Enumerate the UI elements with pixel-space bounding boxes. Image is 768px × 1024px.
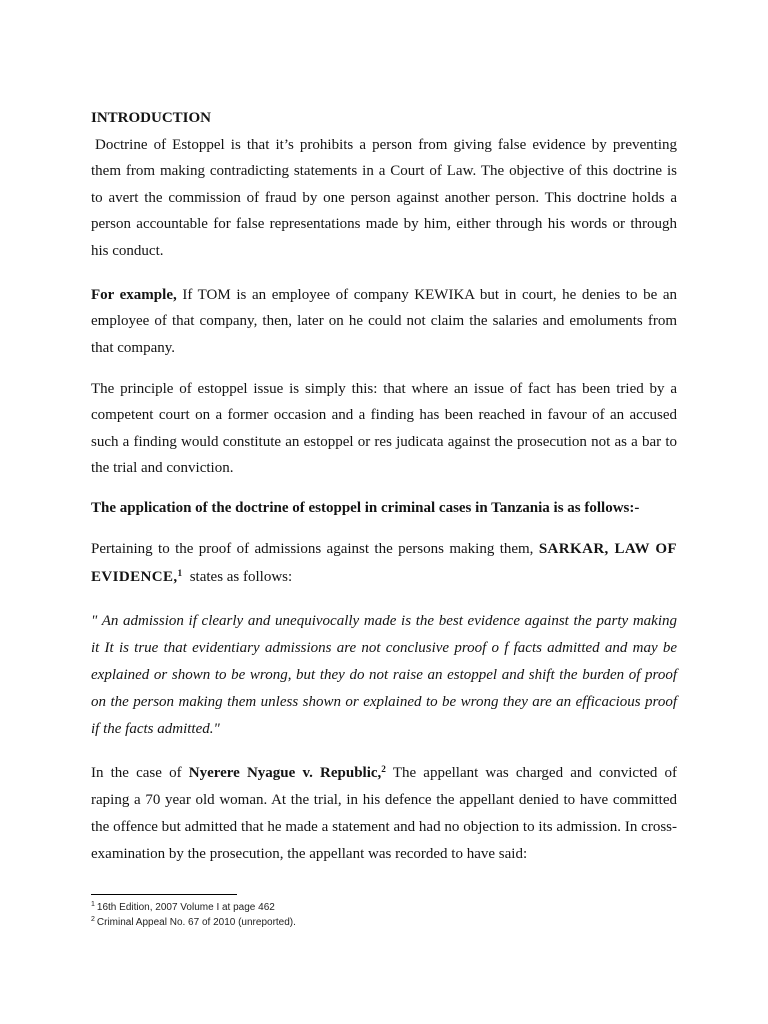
sarkar-intro-text: Pertaining to the proof of admissions against the persons making them, — [91, 541, 534, 557]
footnote-reference: 1 — [177, 569, 183, 580]
footnote — [91, 900, 677, 915]
quote-line: it It is true that evidentiary admissions are not conclusive proof o f facts admitted and may be — [91, 639, 677, 656]
paragraph-line — [91, 760, 677, 787]
footnote-text: Criminal Appeal No. 67 of 2010 (unreported). — [96, 916, 296, 928]
paragraph-line: his conduct. — [91, 242, 164, 259]
intro-paragraph — [91, 132, 677, 265]
footnote — [91, 915, 677, 930]
footnote-separator — [91, 894, 237, 895]
case-paragraph — [91, 760, 677, 868]
sarkar-title-part1: SARKAR, LAW OF — [538, 541, 677, 557]
paragraph-line: that company. — [91, 339, 176, 356]
paragraph-line: employee of that company, then, later on he could not claim the salaries and emoluments from — [91, 313, 677, 330]
paragraph-line: person accountable for false representations made by him, either through his words or through — [91, 216, 677, 233]
paragraph-line: to avert the commission of fraud by one person against another person. This doctrine holds a — [91, 189, 677, 206]
footnote-reference: 2 — [381, 764, 386, 775]
application-heading: The application of the doctrine of estoppel in criminal cases in Tanzania is as follows:- — [91, 499, 640, 516]
paragraph-line: the offence but admitted that he made a statement and had no objection to its admission. In cross- — [91, 818, 677, 835]
footnote-text: 16th Edition, 2007 Volume I at page 462 — [96, 901, 275, 913]
paragraph-line: the trial and conviction. — [91, 460, 234, 477]
section-heading-introduction: INTRODUCTION — [91, 110, 212, 126]
principle-paragraph — [91, 376, 677, 482]
sarkar-title-part2: EVIDENCE, — [91, 569, 178, 585]
paragraph-line: Doctrine of Estoppel is that it’s prohibits a person from giving false evidence by preventing — [95, 136, 677, 153]
footnote-number: 2 — [91, 916, 95, 924]
block-quote — [91, 608, 677, 743]
footnote-number: 1 — [91, 901, 95, 909]
quote-line: on the person making them unless shown or explained to be wrong they are an efficacious proof — [91, 693, 677, 710]
paragraph-line — [91, 282, 677, 309]
paragraph-line: The principle of estoppel issue is simply this: that where an issue of fact has been tried by a — [91, 380, 677, 397]
sarkar-trailing-text: states as follows: — [189, 569, 293, 585]
quote-line: " An admission if clearly and unequivocally made is the best evidence against the party making — [91, 612, 677, 629]
paragraph-line: such a finding would constitute an estoppel or res judicata against the prosecution not as a bar to — [91, 433, 677, 450]
paragraph-line: competent court on a former occasion and a finding has been reached in favour of an accused — [91, 407, 677, 424]
case-text: The appellant was charged and convicted of — [392, 764, 678, 781]
case-name: Nyerere Nyague v. Republic, — [188, 764, 382, 781]
example-lead: For example, — [91, 286, 177, 303]
paragraph-line: them from making contradicting statements in a Court of Law. The objective of this doctrine is — [91, 163, 677, 180]
example-paragraph — [91, 282, 677, 362]
case-intro-text: In the case of — [91, 764, 182, 781]
example-text: If TOM is an employee of company KEWIKA but in court, he denies to be an — [182, 286, 677, 303]
quote-line: explained or shown to be wrong, but they do not raise an estoppel and shift the burden of proof — [91, 666, 677, 683]
paragraph-line: raping a 70 year old woman. At the trial, in his defence the appellant denied to have committed — [91, 791, 677, 808]
paragraph-line — [91, 563, 677, 591]
paragraph-line: examination by the prosecution, the appellant was recorded to have said: — [91, 845, 528, 862]
quote-line: if the facts admitted." — [91, 720, 220, 737]
sarkar-paragraph — [91, 535, 677, 591]
paragraph-line — [91, 535, 677, 563]
